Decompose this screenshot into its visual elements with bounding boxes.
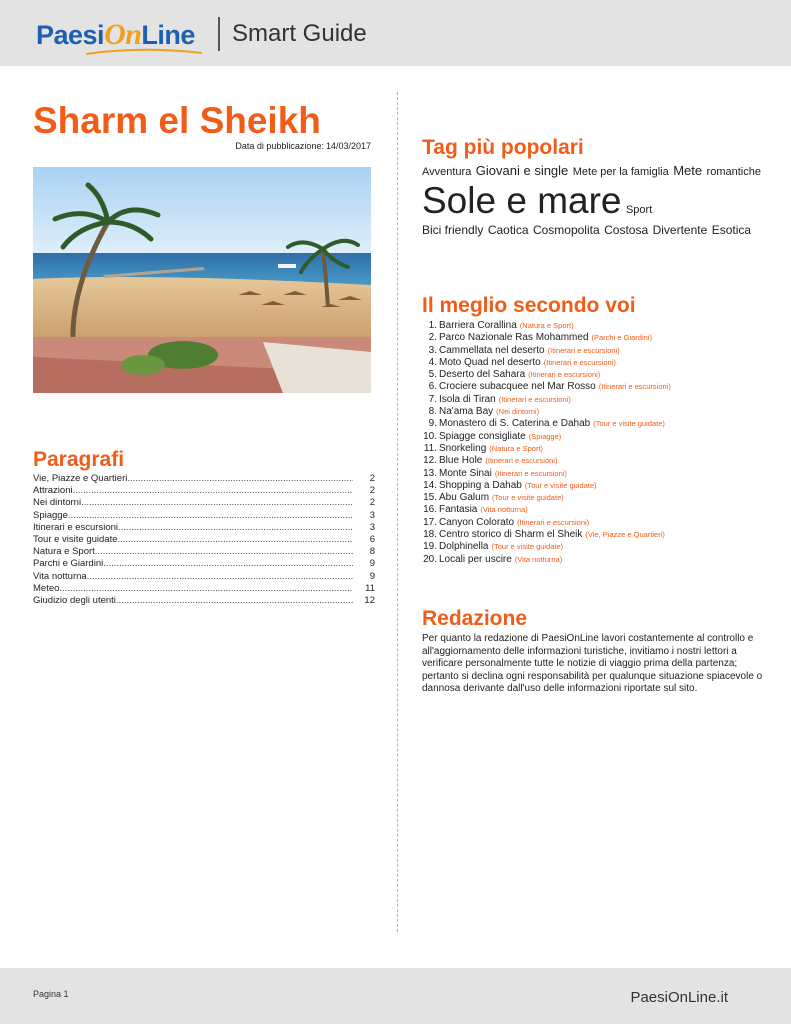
best-item-category: (Tour e visite guidate) [491, 542, 564, 552]
toc-item[interactable] [33, 558, 375, 570]
toc-item-page: 11 [365, 582, 375, 594]
best-item-name: Cammellata nel deserto [439, 344, 545, 356]
logo-wordmark [36, 18, 195, 52]
column-divider [397, 92, 398, 932]
best-item-number: 8. [428, 406, 437, 418]
toc-leader-dots [68, 510, 353, 522]
best-item-name: Monastero di S. Caterina e Dahab [439, 418, 591, 430]
toc-item-label: Natura e Sport [33, 546, 95, 558]
toc-item-label: Meteo [33, 582, 60, 594]
site-link[interactable]: PaesiOnLine.it [630, 989, 728, 1006]
best-item-number: 5. [428, 369, 437, 381]
best-item-category: (Nei dintorni) [496, 407, 540, 417]
best-item-number: 1. [428, 320, 437, 331]
best-item-number: 4. [428, 356, 437, 368]
toc-item-page: 12 [364, 594, 375, 606]
best-item-number: 12. [423, 455, 437, 467]
best-item-category: (Natura e Sport) [519, 321, 574, 330]
best-item-category: (Itinerari e escursioni) [517, 517, 590, 527]
best-item-number: 11. [423, 442, 437, 454]
best-item-number: 13. [423, 467, 437, 479]
logo-part-paesi: Paesi [36, 20, 105, 50]
best-item-name: Spiagge consigliate [439, 430, 526, 442]
best-list-item[interactable] [422, 480, 772, 492]
best-item-category: (Vie, Piazze e Quartieri) [585, 530, 665, 540]
best-list-item[interactable] [422, 394, 772, 406]
toc-item[interactable] [33, 497, 375, 509]
best-list-item[interactable] [422, 443, 772, 455]
logo-part-line: Line [141, 20, 195, 50]
paragrafi-heading: Paragrafi [33, 448, 125, 471]
best-item-category: (Itinerari e escursioni) [498, 394, 571, 404]
toc-item-page: 2 [369, 485, 375, 497]
beach-photo-illustration [33, 167, 371, 393]
tag-link[interactable]: Giovani e single [475, 163, 569, 178]
best-list [422, 320, 772, 566]
publication-date [200, 141, 371, 151]
best-item-category: (Vita notturna) [514, 554, 563, 564]
toc-leader-dots [118, 522, 353, 534]
toc-item[interactable] [33, 571, 375, 583]
best-item-name: Canyon Colorato [439, 516, 515, 528]
best-heading: Il meglio secondo voi [422, 294, 636, 317]
logo-swoosh-icon [84, 48, 204, 56]
best-list-item[interactable] [422, 345, 772, 357]
best-item-category: (Itinerari e escursioni) [547, 345, 620, 355]
best-item-category: (Tour e visite guidate) [524, 480, 597, 490]
toc-item-label: Parchi e Giardini [33, 558, 104, 570]
best-item-number: 2. [428, 332, 437, 344]
best-item-name: Centro storico di Sharm el Sheik [439, 529, 583, 541]
best-list-item[interactable] [422, 517, 772, 529]
best-item-number: 19. [423, 541, 437, 553]
best-item-category: (Vita notturna) [480, 505, 528, 515]
toc-item-page: 3 [369, 509, 375, 521]
tag-link[interactable]: Caotica [487, 223, 529, 238]
tag-link[interactable]: Sport [625, 203, 653, 216]
best-item-name: Monte Sinai [439, 467, 492, 479]
redazione-text: Per quanto la redazione di PaesiOnLine lavori costantemente al controllo e all'aggiornamento delle informazioni turistiche, invitiamo i nostri lettori a verificare personalmente tutte le notizie di viaggio prima della partenza; pertanto si declina ogni responsabilità per qualunque situazione spiacevole o dannosa derivante dall'uso delle informazioni riportate sul sito. [422, 633, 763, 695]
toc-leader-dots [127, 473, 353, 485]
best-list-item[interactable] [422, 492, 772, 504]
tag-cloud [422, 160, 772, 241]
best-item-name: Moto Quad nel deserto [439, 356, 541, 368]
table-of-contents [33, 473, 375, 607]
toc-leader-dots [95, 546, 353, 558]
best-item-name: Fantasia [439, 504, 478, 516]
best-list-item[interactable] [422, 406, 772, 418]
toc-item[interactable] [33, 522, 375, 534]
toc-item-page: 6 [369, 533, 375, 545]
tag-link[interactable]: Costosa [604, 223, 649, 238]
best-item-category: (Spiagge) [528, 431, 562, 441]
best-item-name: Na'ama Bay [439, 406, 494, 418]
best-item-category: (Itinerari e escursioni) [485, 456, 558, 466]
toc-item[interactable] [33, 534, 375, 546]
tag-link[interactable]: romantiche [706, 166, 761, 178]
page-header [0, 0, 791, 66]
toc-item-label: Giudizio degli utenti [33, 594, 116, 606]
toc-item-label: Vita notturna [33, 570, 87, 582]
tags-heading: Tag più popolari [422, 136, 584, 159]
toc-item[interactable] [33, 510, 375, 522]
best-item-category: (Natura e Sport) [489, 443, 544, 453]
toc-item-label: Spiagge [33, 509, 68, 521]
tag-link[interactable]: Mete [673, 163, 703, 178]
best-item-number: 7. [428, 393, 437, 405]
best-item-number: 6. [428, 381, 437, 393]
tag-link[interactable]: Avventura [422, 166, 472, 178]
toc-item-label: Tour e visite guidate [33, 533, 118, 545]
best-item-name: Isola di Tiran [439, 393, 496, 405]
best-list-item[interactable] [422, 504, 772, 516]
best-list-item[interactable] [422, 418, 772, 430]
tag-link[interactable]: Esotica [711, 223, 752, 238]
toc-item-page: 8 [369, 546, 375, 558]
toc-item[interactable] [33, 485, 375, 497]
best-item-name: Dolphinella [439, 541, 489, 553]
best-list-item[interactable] [422, 357, 772, 369]
best-item-number: 9. [428, 418, 437, 430]
destination-photo [33, 167, 371, 393]
best-list-item[interactable] [422, 468, 772, 480]
toc-item-label: Vie, Piazze e Quartieri [33, 473, 128, 484]
best-item-number: 3. [428, 344, 437, 356]
tag-link[interactable]: Divertente [652, 223, 708, 238]
best-item-name: Shopping a Dahab [439, 479, 522, 491]
best-item-category: (Itinerari e escursioni) [543, 357, 616, 367]
best-list-item[interactable] [422, 320, 772, 332]
best-item-number: 18. [423, 529, 437, 541]
header-divider [218, 17, 220, 51]
tag-link[interactable]: Sole e mare [422, 179, 622, 221]
best-list-item[interactable] [422, 369, 772, 381]
page-number: Pagina 1 [33, 989, 69, 999]
best-list-item[interactable] [422, 332, 772, 344]
best-list-item[interactable] [422, 431, 772, 443]
best-item-number: 16. [423, 504, 437, 516]
best-item-name: Snorkeling [439, 442, 487, 454]
best-item-name: Crociere subacquee nel Mar Rosso [439, 381, 596, 393]
best-item-name: Deserto del Sahara [439, 369, 526, 381]
toc-item-page: 9 [369, 558, 375, 570]
best-list-item[interactable] [422, 554, 772, 566]
toc-item-page: 2 [369, 497, 375, 509]
toc-leader-dots [59, 583, 353, 595]
toc-leader-dots [118, 534, 354, 546]
publication-date-value: 14/03/2017 [325, 141, 371, 151]
best-list-item[interactable] [422, 455, 772, 467]
best-list-item[interactable] [422, 381, 772, 393]
toc-item[interactable] [33, 546, 375, 558]
toc-leader-dots [116, 595, 353, 607]
toc-leader-dots [87, 571, 353, 583]
toc-item-label: Attrazioni [33, 485, 73, 497]
tag-link[interactable]: Mete per la famiglia [572, 166, 669, 178]
toc-item-label: Nei dintorni [33, 497, 82, 509]
logo-part-on: On [104, 18, 142, 51]
best-item-category: (Tour e visite guidate) [492, 493, 564, 503]
best-item-category: (Itinerari e escursioni) [494, 468, 567, 478]
best-item-number: 17. [423, 516, 437, 528]
best-item-name: Abu Galum [439, 492, 490, 504]
toc-leader-dots [103, 558, 353, 570]
best-item-name: Blue Hole [439, 455, 483, 467]
best-item-number: 14. [423, 479, 437, 491]
best-item-category: (Itinerari e escursioni) [598, 382, 671, 392]
tag-link[interactable]: Cosmopolita [532, 223, 600, 238]
redazione-heading: Redazione [422, 607, 528, 630]
toc-item[interactable] [33, 595, 375, 607]
best-item-category: (Itinerari e escursioni) [528, 370, 601, 380]
best-item-name: Locali per uscire [439, 553, 512, 565]
page-footer [0, 968, 791, 1024]
best-item-category: (Parchi e Giardini) [591, 333, 652, 343]
toc-leader-dots [73, 485, 353, 497]
best-item-number: 10. [423, 430, 437, 442]
page-title: Sharm el Sheikh [33, 100, 321, 141]
best-list-item[interactable] [422, 541, 772, 553]
publication-date-label: Data di pubblicazione: [235, 141, 324, 151]
best-item-name: Parco Nazionale Ras Mohammed [439, 332, 589, 344]
best-item-number: 20. [423, 553, 437, 565]
toc-item-label: Itinerari e escursioni [33, 521, 119, 533]
tag-link[interactable]: Bici friendly [422, 223, 484, 238]
best-item-category: (Tour e visite guidate) [593, 419, 665, 429]
toc-leader-dots [81, 497, 353, 509]
toc-item-page: 3 [369, 521, 375, 533]
best-item-number: 15. [423, 492, 437, 504]
toc-item[interactable] [33, 473, 375, 485]
toc-item-page: 9 [369, 570, 375, 582]
toc-item-page: 2 [369, 473, 375, 484]
best-list-item[interactable] [422, 529, 772, 541]
header-subtitle: Smart Guide [232, 20, 367, 47]
toc-item[interactable] [33, 583, 375, 595]
best-item-name: Barriera Corallina [439, 320, 517, 331]
